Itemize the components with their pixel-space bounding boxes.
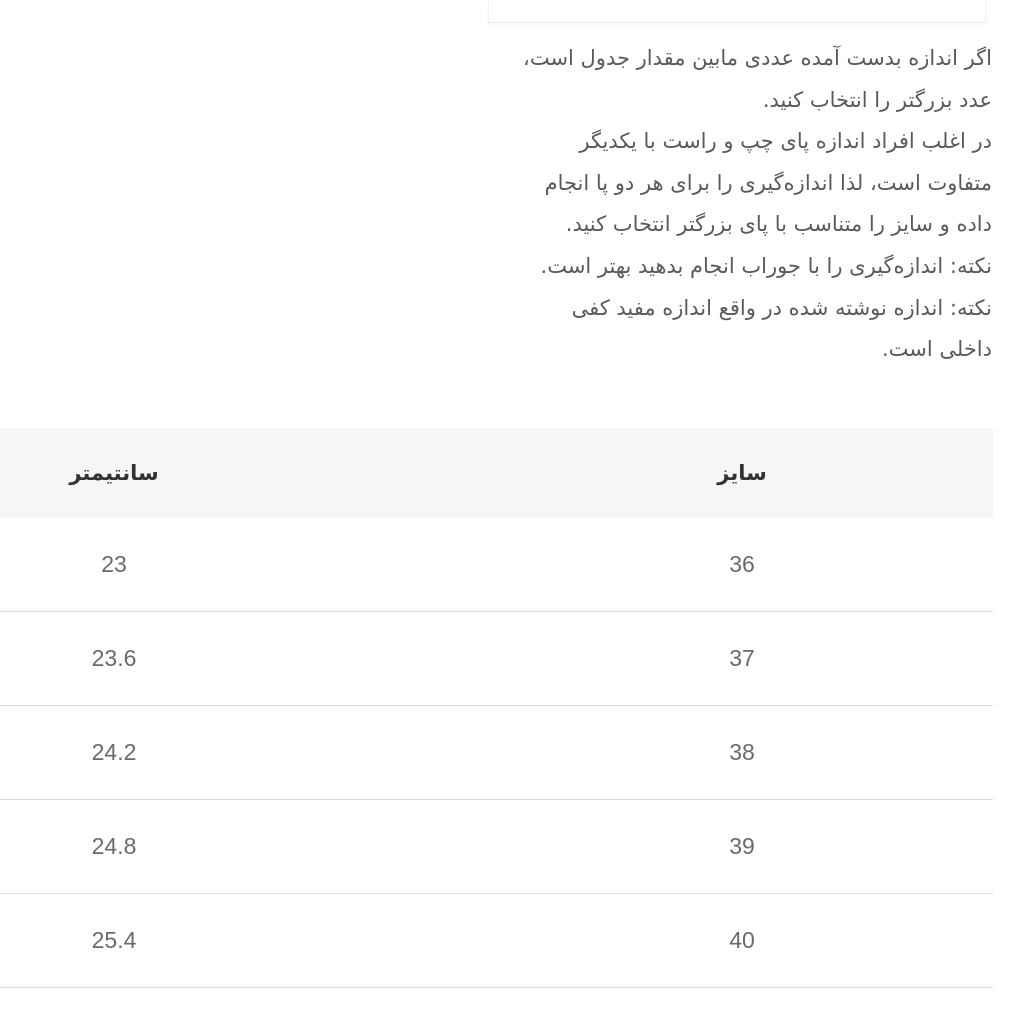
cell-size: 39: [729, 833, 755, 859]
cell-size: 38: [729, 739, 755, 765]
cell-size: 36: [729, 551, 755, 577]
cell-size: 37: [729, 645, 755, 671]
table-row: [0, 800, 993, 894]
guide-line: داخلی است.: [881, 337, 992, 362]
top-panel-edge: [488, 0, 986, 23]
table-row: [0, 706, 993, 800]
table-header-row: [0, 428, 993, 518]
cell-centimeter: 23: [101, 551, 127, 577]
table-row: [0, 612, 993, 706]
guide-line: داده و سایز را متناسب با پای بزرگتر انتخاب کنید.: [565, 212, 992, 237]
cell-centimeter: 24.2: [91, 739, 137, 765]
cell-centimeter: 24.8: [91, 833, 137, 859]
cell-centimeter: 25.4: [91, 927, 137, 953]
table-row: [0, 518, 993, 612]
table-row: [0, 894, 993, 988]
guide-line: نکته: اندازه نوشته شده در واقع اندازه مفید کفی: [571, 295, 992, 320]
header-centimeter: سانتیمتر: [69, 461, 159, 485]
size-table: [0, 428, 993, 988]
guide-line: اگر اندازه بدست آمده عددی مابین مقدار جدول است،: [523, 46, 992, 70]
guide-line: عدد بزرگتر را انتخاب کنید.: [762, 87, 992, 112]
cell-size: 40: [729, 927, 755, 953]
header-size: سایز: [717, 461, 767, 485]
guide-line: نکته: اندازه‌گیری را با جوراب انجام بدهید بهتر است.: [540, 253, 992, 278]
cell-centimeter: 23.6: [91, 645, 137, 671]
guide-line: متفاوت است، لذا اندازه‌گیری را برای هر دو پا انجام: [544, 170, 992, 195]
size-guide-instructions: [452, 38, 992, 371]
guide-line: در اغلب افراد اندازه پای چپ و راست با یکدیگر: [579, 129, 992, 154]
